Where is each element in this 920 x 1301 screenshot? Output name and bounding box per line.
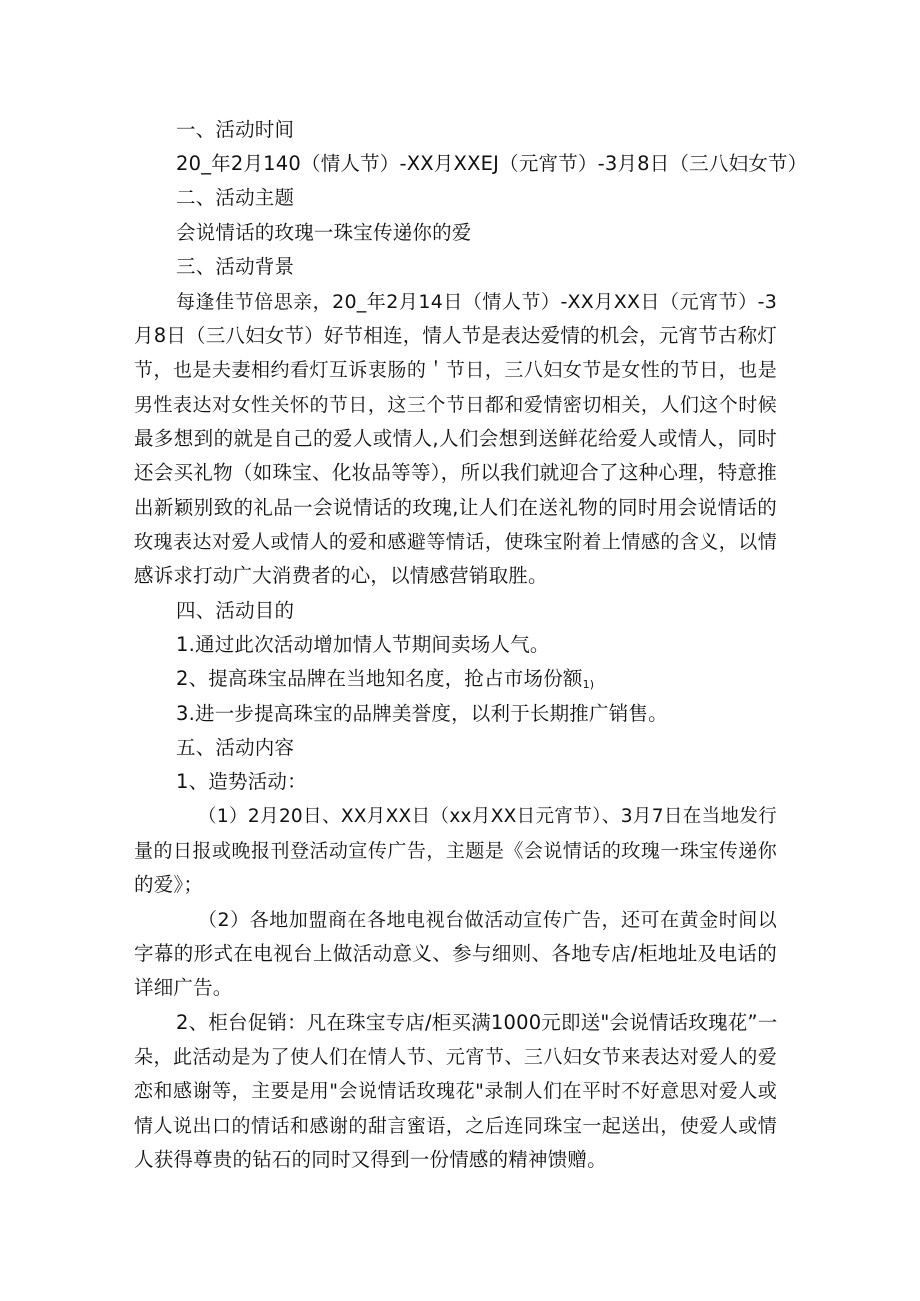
background-paragraph-line: 还会买礼物（如珠宝、化妆品等等），所以我们就迎合了这种心理，特意推 — [134, 461, 777, 484]
tv-paragraph-line: 详细广告。 — [134, 976, 233, 999]
promotion-paragraph-line: 的爱》； — [134, 873, 204, 896]
background-paragraph-line: 男性表达对女性关怀的节日，这三个节日都和爱情密切相关，人们这个时候 — [134, 394, 777, 416]
activity-theme-text: 会说情话的玫瑰一珠宝传递你的爱 — [176, 221, 472, 244]
background-paragraph-line: 月8日（三八妇女节）好节相连，情人节是表达爱情的机会，元宵节古称灯 — [134, 324, 778, 347]
goal-item: 3.进一步提高珠宝的品牌美誉度，以利于长期推广销售。 — [176, 702, 668, 725]
counter-paragraph-line: 2、柜台促销：凡在珠宝专店/柜买满1000元即送"会说情话玫瑰花”一 — [176, 1011, 778, 1034]
background-paragraph-line: 出新颖别致的礼品一会说情话的玫瑰,让人们在送礼物的同时用会说情话的 — [134, 496, 777, 519]
heading-activity-theme: 二、活动主题 — [176, 186, 295, 209]
heading-activity-time: 一、活动时间 — [176, 118, 295, 141]
goal-item: 1.通过此次活动增加情人节期间卖场人气。 — [176, 633, 550, 656]
heading-activity-background: 三、活动背景 — [176, 255, 295, 278]
footnote-mark: 1) — [582, 678, 595, 691]
heading-activity-goals: 四、活动目的 — [176, 599, 295, 622]
tv-paragraph-line: （2）各地加盟商在各地电视台做活动宣传广告，还可在黄金时间以 — [198, 909, 777, 931]
counter-paragraph-line: 恋和感谢等，主要是用"会说情话玫瑰花"录制人们在平时不好意思对爱人或 — [134, 1080, 777, 1102]
subheading-promotion: 1、造势活动： — [176, 770, 307, 793]
promotion-paragraph-line: 量的日报或晚报刊登活动宣传广告，主题是《会说情话的玫瑰一珠宝传递你 — [134, 840, 777, 862]
background-paragraph-line: 每逢佳节倍思亲，20_年2月14日（情人节）-XX月XX日（元宵节）-3 — [176, 291, 777, 313]
background-paragraph-line: 节，也是夫妻相约看灯互诉衷肠的＇节日，三八妇女节是女性的节日，也是 — [134, 359, 777, 381]
background-paragraph-line: 玫瑰表达对爱人或情人的爱和感避等情话，使珠宝附着上情感的含义，以情 — [134, 531, 777, 553]
counter-paragraph-line: 朵，此活动是为了使人们在情人节、元宵节、三八妇女节来表达对爱人的爱 — [134, 1046, 777, 1068]
background-paragraph-line: 最多想到的就是自己的爱人或情人,人们会想到送鲜花给爱人或情人，同时 — [134, 427, 777, 450]
tv-paragraph-line: 字幕的形式在电视台上做活动意义、参与细则、各地专店/柜地址及电话的 — [134, 942, 777, 965]
activity-time-text: 20_年2月140（情人节）-XX月XXEJ（元宵节）-3月8日（三八妇女节） — [176, 152, 808, 175]
heading-activity-content: 五、活动内容 — [176, 736, 295, 759]
counter-paragraph-line: 人获得尊贵的钻石的同时又得到一份情感的精神馈赠。 — [134, 1148, 607, 1171]
promotion-paragraph-line: （1）2月20日、XX月XX日（xx月XX日元宵节）、3月7日在当地发行 — [198, 806, 777, 827]
background-paragraph-line: 感诉求打动广大消费者的心，以情感营销取胜。 — [134, 564, 548, 587]
goal-item — [176, 662, 594, 702]
goal-item-text: 2、提高珠宝品牌在当地知名度，抢占市场份额 — [176, 667, 583, 690]
counter-paragraph-line: 情人说出口的情话和感谢的甜言蜜语，之后连同珠宝一起送出，使爱人或情 — [134, 1115, 777, 1137]
